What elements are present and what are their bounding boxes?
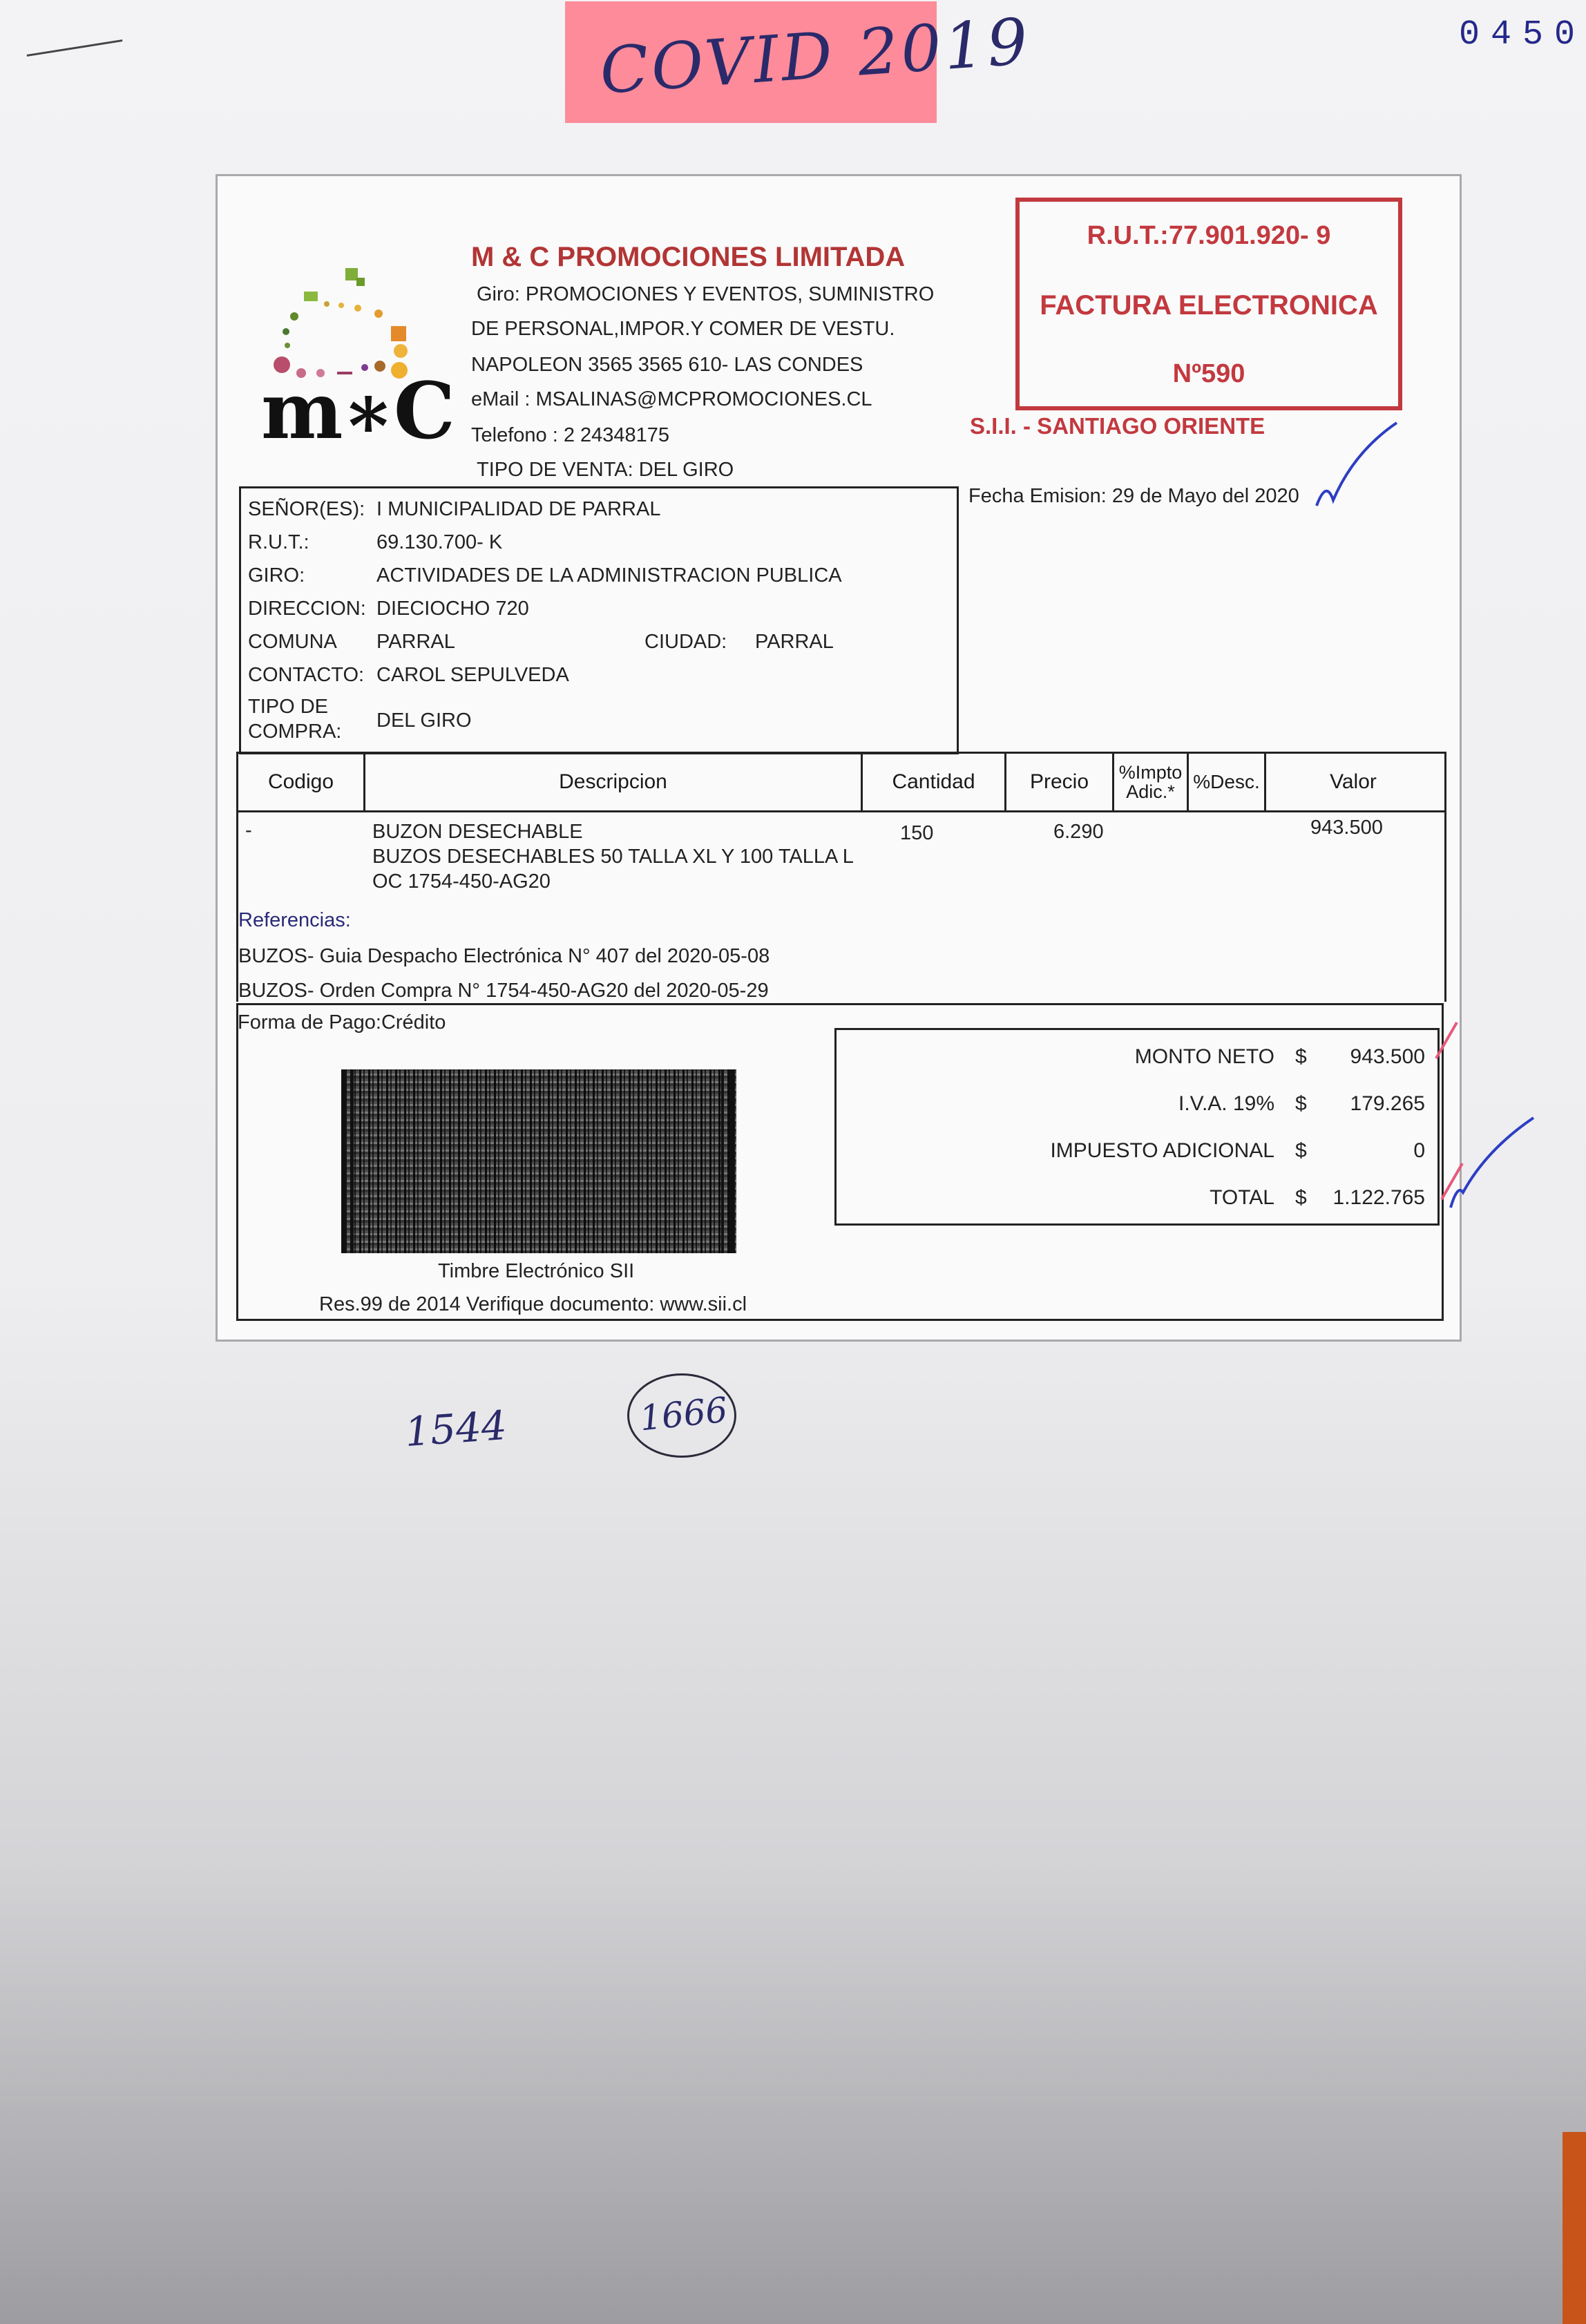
- header-valor: Valor: [1330, 770, 1377, 794]
- header-descripcion: Descripcion: [365, 754, 863, 810]
- item-description-line1: BUZON DESECHABLE: [372, 821, 583, 843]
- totals-box: [834, 1028, 1440, 1226]
- client-info-box: [239, 486, 959, 754]
- company-logo-text: m∗C: [261, 366, 455, 457]
- reference-2: BUZOS- Orden Compra N° 1754-450-AG20 del 2020-05-29: [238, 980, 769, 1002]
- purchase-type: DEL GIRO: [376, 709, 472, 732]
- client-city: PARRAL: [755, 631, 834, 653]
- total-amount: 1.122.765: [1332, 1186, 1425, 1209]
- client-comuna-label: COMUNA: [248, 631, 337, 653]
- item-description-line2: BUZOS DESECHABLES 50 TALLA XL Y 100 TALLA L: [372, 846, 854, 868]
- client-contact: CAROL SEPULVEDA: [376, 664, 569, 686]
- company-address: NAPOLEON 3565 3565 610- LAS CONDES: [471, 354, 863, 376]
- header-impto-adic: [1114, 754, 1189, 810]
- header-impto-line1: %Impto: [1118, 761, 1183, 783]
- client-contact-label: CONTACTO:: [248, 664, 365, 686]
- net-amount-label: MONTO NETO: [1134, 1045, 1274, 1068]
- client-name: I MUNICIPALIDAD DE PARRAL: [376, 498, 661, 520]
- payment-method: Forma de Pago:Crédito: [238, 1011, 446, 1034]
- item-codigo: -: [245, 819, 252, 841]
- electronic-stamp-barcode: [341, 1069, 736, 1253]
- net-amount: 943.500: [1350, 1045, 1425, 1068]
- client-address: DIECIOCHO 720: [376, 598, 529, 620]
- vat-label: I.V.A. 19%: [1178, 1092, 1274, 1115]
- check-mark-icon: [1312, 417, 1402, 514]
- item-value: 943.500: [1310, 817, 1383, 839]
- issuer-rut: R.U.T.:77.901.920- 9: [1087, 221, 1331, 250]
- header-desc: %Desc.: [1189, 754, 1266, 810]
- client-rut-label: R.U.T.:: [248, 531, 309, 553]
- sale-type: TIPO DE VENTA: DEL GIRO: [477, 459, 734, 481]
- currency-symbol: $: [1295, 1186, 1307, 1209]
- client-rut: 69.130.700- K: [376, 531, 503, 553]
- company-email: eMail : MSALINAS@MCPROMOCIONES.CL: [471, 388, 872, 410]
- additional-tax-label: IMPUESTO ADICIONAL: [1050, 1139, 1274, 1162]
- electronic-stamp-label: Timbre Electrónico SII: [438, 1260, 635, 1282]
- header-impto-line2: Adic.*: [1126, 781, 1175, 802]
- background-object: [1563, 2132, 1586, 2324]
- client-name-label: SEÑOR(ES):: [248, 498, 365, 520]
- verification-note: Res.99 de 2014 Verifique documento: www.sii.cl: [319, 1293, 747, 1315]
- sticky-note-text: COVID 2019: [598, 4, 1033, 108]
- sii-office: S.I.I. - SANTIAGO ORIENTE: [970, 413, 1265, 439]
- purchase-type-label-1: TIPO DE: [248, 696, 329, 718]
- item-description-line3: OC 1754-450-AG20: [372, 870, 551, 893]
- client-giro-label: GIRO:: [248, 564, 305, 587]
- issue-date: Fecha Emision: 29 de Mayo del 2020: [968, 485, 1299, 507]
- items-table-body: [236, 808, 1446, 1002]
- header-codigo: Codigo: [238, 754, 365, 810]
- client-address-label: DIRECCION:: [248, 598, 366, 620]
- item-quantity: 150: [900, 822, 934, 844]
- check-mark-icon: [1448, 1115, 1538, 1212]
- pen-mark: [27, 39, 123, 57]
- item-price: 6.290: [1053, 821, 1104, 843]
- client-comuna: PARRAL: [376, 631, 455, 653]
- total-label: TOTAL: [1210, 1186, 1274, 1209]
- company-giro-line1: Giro: PROMOCIONES Y EVENTOS, SUMINISTRO: [477, 283, 935, 305]
- document-number: Nº590: [1172, 359, 1245, 388]
- currency-symbol: $: [1295, 1092, 1307, 1115]
- company-phone: Telefono : 2 24348175: [471, 424, 670, 446]
- items-table-header: [236, 752, 1446, 812]
- page-number: 0450: [1459, 15, 1586, 55]
- client-giro: ACTIVIDADES DE LA ADMINISTRACION PUBLICA: [376, 564, 842, 587]
- handwritten-number: 1544: [403, 1401, 508, 1456]
- company-name: M & C PROMOCIONES LIMITADA: [471, 242, 906, 272]
- references-label: Referencias:: [238, 909, 351, 931]
- handwritten-circled-number: 1666: [638, 1389, 729, 1439]
- currency-symbol: $: [1295, 1045, 1307, 1068]
- header-cantidad: Cantidad: [863, 754, 1006, 810]
- document-id-box: [1015, 198, 1402, 410]
- reference-1: BUZOS- Guia Despacho Electrónica N° 407 del 2020-05-08: [238, 945, 770, 967]
- currency-symbol: $: [1295, 1139, 1307, 1162]
- document-type: FACTURA ELECTRONICA: [1040, 290, 1378, 321]
- additional-tax-amount: 0: [1413, 1139, 1425, 1162]
- header-precio: Precio: [1006, 754, 1114, 810]
- company-giro-line2: DE PERSONAL,IMPOR.Y COMER DE VESTU.: [471, 318, 895, 340]
- client-city-label: CIUDAD:: [644, 631, 727, 653]
- purchase-type-label-2: COMPRA:: [248, 721, 342, 743]
- vat-amount: 179.265: [1350, 1092, 1425, 1115]
